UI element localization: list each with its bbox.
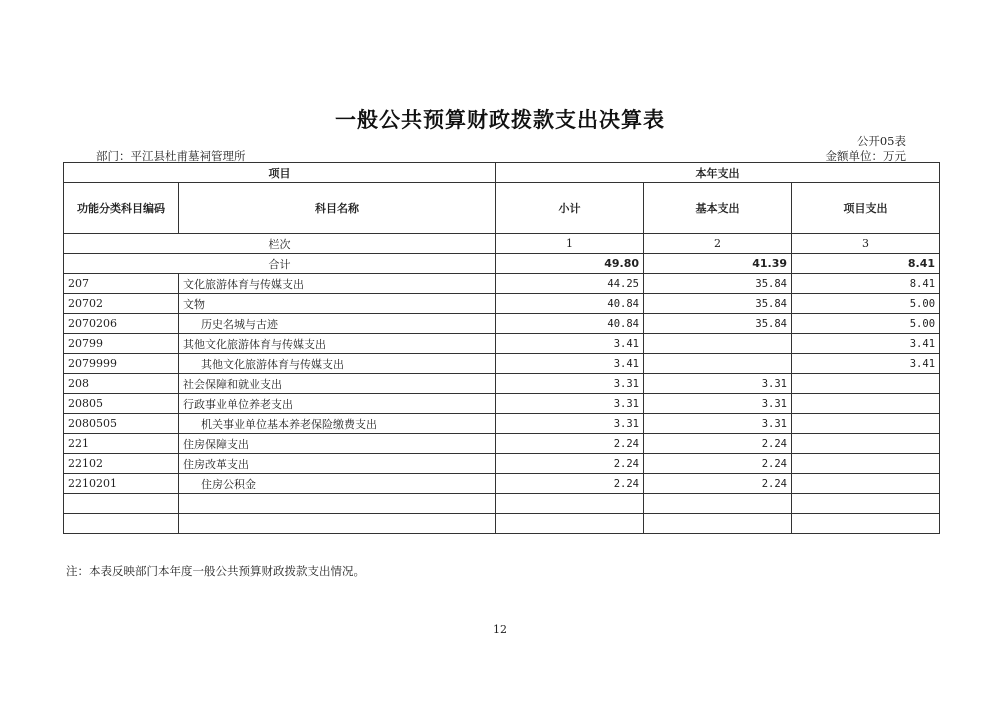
cell-code bbox=[64, 514, 179, 534]
cell-basic: 3.31 bbox=[644, 414, 792, 434]
table-row bbox=[64, 274, 940, 294]
cell-code bbox=[64, 494, 179, 514]
table-row bbox=[64, 514, 940, 534]
cell-subtotal: 3.31 bbox=[496, 374, 644, 394]
cell-basic bbox=[644, 514, 792, 534]
table-row bbox=[64, 494, 940, 514]
cell-code: 207 bbox=[64, 274, 179, 294]
cell-project bbox=[792, 454, 940, 474]
cell-project bbox=[792, 474, 940, 494]
total-project: 8.41 bbox=[792, 254, 940, 274]
cell-project: 3.41 bbox=[792, 334, 940, 354]
cell-basic: 2.24 bbox=[644, 454, 792, 474]
header-code: 功能分类科目编码 bbox=[64, 183, 179, 234]
header-subtotal: 小计 bbox=[496, 183, 644, 234]
cell-subtotal: 3.41 bbox=[496, 334, 644, 354]
cell-project bbox=[792, 414, 940, 434]
cell-basic: 3.31 bbox=[644, 374, 792, 394]
cell-subtotal bbox=[496, 514, 644, 534]
table-row bbox=[64, 314, 940, 334]
cell-project: 5.00 bbox=[792, 314, 940, 334]
table-row bbox=[64, 354, 940, 374]
table-row bbox=[64, 414, 940, 434]
column-index-2: 2 bbox=[644, 234, 792, 254]
table-row bbox=[64, 394, 940, 414]
cell-name bbox=[179, 514, 496, 534]
cell-code: 2210201 bbox=[64, 474, 179, 494]
table-row bbox=[64, 474, 940, 494]
cell-subtotal: 3.31 bbox=[496, 414, 644, 434]
cell-name: 行政事业单位养老支出 bbox=[179, 394, 496, 414]
cell-name: 其他文化旅游体育与传媒支出 bbox=[179, 334, 496, 354]
cell-code: 20805 bbox=[64, 394, 179, 414]
header-row-1 bbox=[64, 163, 940, 183]
cell-name: 文化旅游体育与传媒支出 bbox=[179, 274, 496, 294]
page-number: 12 bbox=[493, 623, 507, 636]
column-index-3: 3 bbox=[792, 234, 940, 254]
cell-name bbox=[179, 494, 496, 514]
cell-basic: 2.24 bbox=[644, 434, 792, 454]
cell-project bbox=[792, 394, 940, 414]
cell-project: 5.00 bbox=[792, 294, 940, 314]
cell-code: 2080505 bbox=[64, 414, 179, 434]
cell-subtotal: 40.84 bbox=[496, 294, 644, 314]
header-project: 项目支出 bbox=[792, 183, 940, 234]
table-row bbox=[64, 294, 940, 314]
cell-code: 2079999 bbox=[64, 354, 179, 374]
cell-project: 3.41 bbox=[792, 354, 940, 374]
cell-code: 20799 bbox=[64, 334, 179, 354]
cell-subtotal: 2.24 bbox=[496, 434, 644, 454]
expenditure-table bbox=[63, 162, 940, 534]
cell-subtotal: 44.25 bbox=[496, 274, 644, 294]
page-title: 一般公共预算财政拨款支出决算表 bbox=[335, 108, 665, 132]
cell-subtotal: 3.41 bbox=[496, 354, 644, 374]
header-current-year: 本年支出 bbox=[496, 163, 940, 183]
unit-label: 金额单位：万元 bbox=[825, 149, 906, 163]
header-name: 科目名称 bbox=[179, 183, 496, 234]
table-row bbox=[64, 334, 940, 354]
cell-subtotal: 2.24 bbox=[496, 474, 644, 494]
cell-name: 住房改革支出 bbox=[179, 454, 496, 474]
cell-subtotal: 2.24 bbox=[496, 454, 644, 474]
table-row bbox=[64, 374, 940, 394]
cell-name: 机关事业单位基本养老保险缴费支出 bbox=[179, 414, 496, 434]
total-basic: 41.39 bbox=[644, 254, 792, 274]
column-index-row bbox=[64, 234, 940, 254]
cell-basic: 35.84 bbox=[644, 294, 792, 314]
header-item: 项目 bbox=[64, 163, 496, 183]
cell-code: 221 bbox=[64, 434, 179, 454]
cell-basic: 35.84 bbox=[644, 274, 792, 294]
column-label: 栏次 bbox=[64, 234, 496, 254]
table-row bbox=[64, 454, 940, 474]
cell-name: 其他文化旅游体育与传媒支出 bbox=[179, 354, 496, 374]
cell-name: 历史名城与古迹 bbox=[179, 314, 496, 334]
cell-project bbox=[792, 434, 940, 454]
cell-name: 住房公积金 bbox=[179, 474, 496, 494]
cell-code: 20702 bbox=[64, 294, 179, 314]
cell-basic: 3.31 bbox=[644, 394, 792, 414]
cell-code: 22102 bbox=[64, 454, 179, 474]
cell-basic bbox=[644, 354, 792, 374]
footnote: 注：本表反映部门本年度一般公共预算财政拨款支出情况。 bbox=[66, 564, 365, 578]
column-index-1: 1 bbox=[496, 234, 644, 254]
cell-code: 208 bbox=[64, 374, 179, 394]
cell-subtotal bbox=[496, 494, 644, 514]
cell-subtotal: 3.31 bbox=[496, 394, 644, 414]
cell-basic bbox=[644, 334, 792, 354]
header-row-2 bbox=[64, 183, 940, 234]
cell-project bbox=[792, 374, 940, 394]
cell-name: 住房保障支出 bbox=[179, 434, 496, 454]
cell-basic bbox=[644, 494, 792, 514]
total-label: 合计 bbox=[64, 254, 496, 274]
cell-basic: 2.24 bbox=[644, 474, 792, 494]
header-basic: 基本支出 bbox=[644, 183, 792, 234]
department-label: 部门：平江县杜甫墓祠管理所 bbox=[96, 149, 246, 163]
total-subtotal: 49.80 bbox=[496, 254, 644, 274]
cell-code: 2070206 bbox=[64, 314, 179, 334]
cell-project: 8.41 bbox=[792, 274, 940, 294]
form-number: 公开05表 bbox=[856, 134, 906, 148]
cell-name: 社会保障和就业支出 bbox=[179, 374, 496, 394]
cell-name: 文物 bbox=[179, 294, 496, 314]
cell-subtotal: 40.84 bbox=[496, 314, 644, 334]
cell-basic: 35.84 bbox=[644, 314, 792, 334]
table-row bbox=[64, 434, 940, 454]
cell-project bbox=[792, 514, 940, 534]
total-row bbox=[64, 254, 940, 274]
cell-project bbox=[792, 494, 940, 514]
